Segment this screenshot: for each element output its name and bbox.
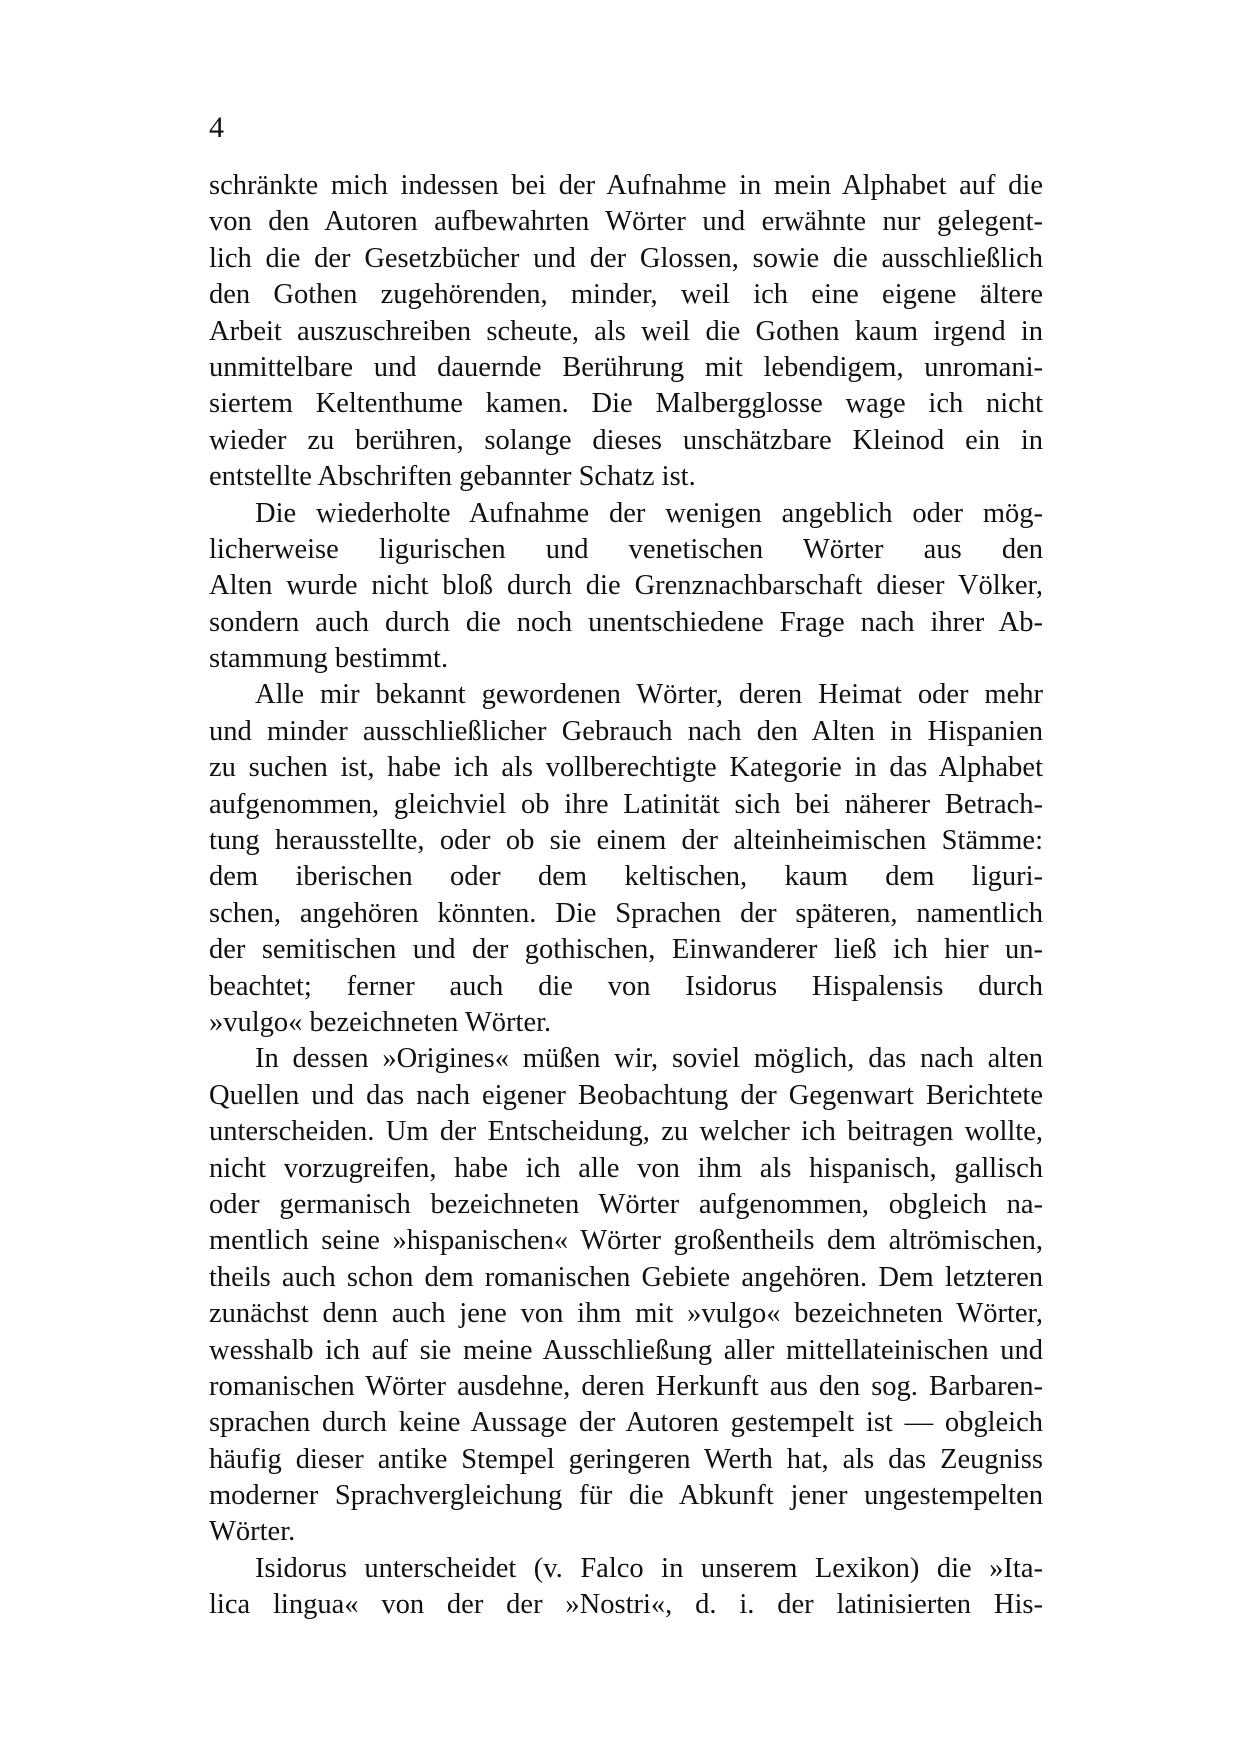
text-line: Alle mir bekannt gewordenen Wörter, deren Heimat oder mehr <box>255 679 1043 711</box>
text-line: romanischen Wörter ausdehne, deren Herkunft aus den sog. Barbaren- <box>209 1370 1043 1402</box>
text-line: tung herausstellte, oder ob sie einem der alteinheimischen Stämme: <box>209 825 1043 857</box>
text-line: Isidorus unterscheidet (v. Falco in unserem Lexikon) die »Ita- <box>255 1552 1043 1584</box>
text-line: sprachen durch keine Aussage der Autoren gestempelt ist — obgleich <box>209 1407 1043 1439</box>
text-line: In dessen »Origines« müßen wir, soviel möglich, das nach alten <box>255 1043 1043 1075</box>
body-text <box>209 168 1043 1624</box>
text-line: wesshalb ich auf sie meine Ausschließung aller mittellateinischen und <box>209 1334 1043 1366</box>
text-line: schen, angehören könnten. Die Sprachen der späteren, namentlich <box>209 897 1043 929</box>
text-line: zu suchen ist, habe ich als vollberechtigte Kategorie in das Alphabet <box>209 752 1043 784</box>
text-line: häufig dieser antike Stempel geringeren Werth hat, als das Zeugniss <box>209 1443 1043 1475</box>
text-line: und minder ausschließlicher Gebrauch nach den Alten in Hispanien <box>209 715 1043 747</box>
text-line: der semitischen und der gothischen, Einwanderer ließ ich hier un- <box>209 934 1043 966</box>
text-line: dem iberischen oder dem keltischen, kaum dem liguri- <box>209 861 1043 893</box>
paragraph-5 <box>209 1551 1043 1624</box>
text-line: »vulgo« bezeichneten Wörter. <box>209 1006 552 1038</box>
text-line: Arbeit auszuschreiben scheute, als weil die Gothen kaum irgend in <box>209 315 1043 347</box>
text-line: sondern auch durch die noch unentschiedene Frage nach ihrer Ab- <box>209 606 1043 638</box>
text-line: beachtet; ferner auch die von Isidorus Hispalensis durch <box>209 970 1043 1002</box>
text-line: lich die der Gesetzbücher und der Glossen, sowie die ausschließlich <box>209 242 1043 274</box>
page-number: 4 <box>209 111 224 144</box>
text-line: Die wiederholte Aufnahme der wenigen angeblich oder mög- <box>255 497 1043 529</box>
text-line: entstellte Abschriften gebannter Schatz ist. <box>209 461 696 493</box>
text-line: den Gothen zugehörenden, minder, weil ich eine eigene ältere <box>209 279 1043 311</box>
text-line: siertem Keltenthume kamen. Die Malbergglosse wage ich nicht <box>209 388 1043 420</box>
text-line: licherweise ligurischen und venetischen Wörter aus den <box>209 533 1043 565</box>
text-line: Quellen und das nach eigener Beobachtung der Gegenwart Berichtete <box>209 1079 1043 1111</box>
text-line: lica lingua« von der der »Nostri«, d. i. der latinisierten His- <box>209 1589 1043 1621</box>
text-line: von den Autoren aufbewahrten Wörter und erwähnte nur gelegent- <box>209 206 1043 238</box>
paragraph-1 <box>209 168 1043 496</box>
text-line: Wörter. <box>209 1516 296 1548</box>
text-line: unmittelbare und dauernde Berührung mit lebendigem, unromani- <box>209 351 1043 383</box>
text-line: theils auch schon dem romanischen Gebiete angehören. Dem letzteren <box>209 1261 1043 1293</box>
paragraph-2 <box>209 496 1043 678</box>
text-line: schränkte mich indessen bei der Aufnahme in mein Alphabet auf die <box>209 170 1043 201</box>
paragraph-3 <box>209 677 1043 1041</box>
text-line: oder germanisch bezeichneten Wörter aufgenommen, obgleich na- <box>209 1188 1043 1220</box>
text-line: unterscheiden. Um der Entscheidung, zu welcher ich beitragen wollte, <box>209 1116 1043 1148</box>
text-line: mentlich seine »hispanischen« Wörter großentheils dem altrömischen, <box>209 1225 1043 1257</box>
text-line: stammung bestimmt. <box>209 643 449 675</box>
text-line: wieder zu berühren, solange dieses unschätzbare Kleinod ein in <box>209 424 1043 456</box>
text-line: Alten wurde nicht bloß durch die Grenznachbarschaft dieser Völker, <box>209 570 1043 602</box>
paragraph-4 <box>209 1041 1043 1550</box>
text-line: zunächst denn auch jene von ihm mit »vulgo« bezeichneten Wörter, <box>209 1298 1043 1330</box>
text-line: aufgenommen, gleichviel ob ihre Latinität sich bei näherer Betrach- <box>209 788 1043 820</box>
text-line: moderner Sprachvergleichung für die Abkunft jener ungestempelten <box>209 1480 1043 1512</box>
text-line: nicht vorzugreifen, habe ich alle von ihm als hispanisch, gallisch <box>209 1152 1043 1184</box>
